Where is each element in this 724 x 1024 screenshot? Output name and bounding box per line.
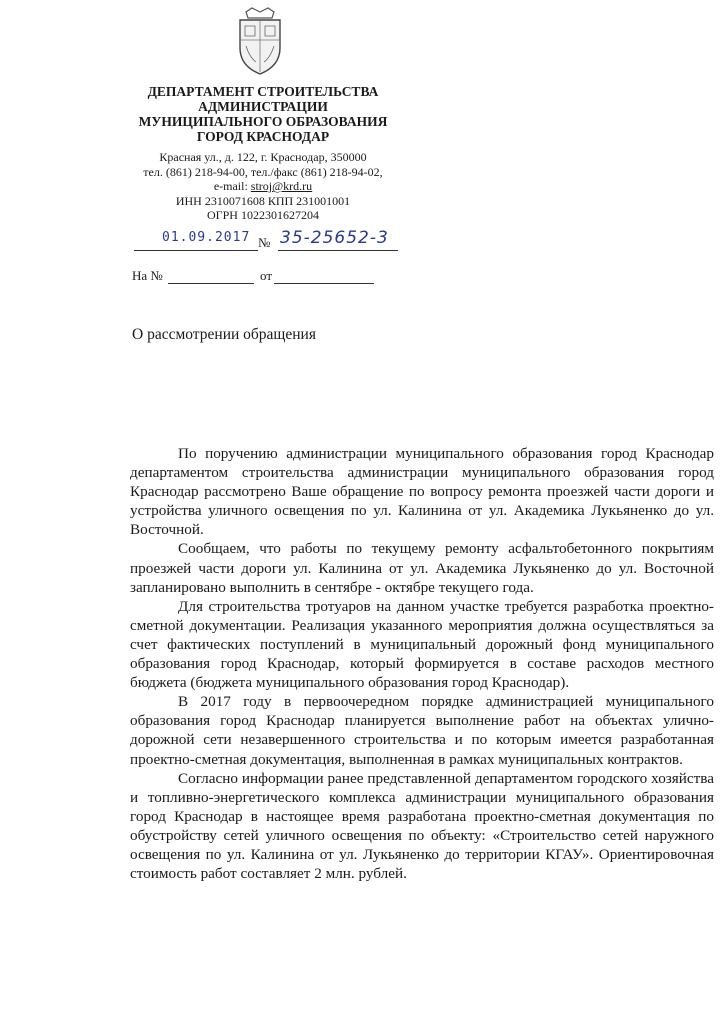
body-paragraph: Согласно информации ранее представленной департаментом городского хозяйства и топливно-энергетического комплекса администрации муниципального образования город Краснодар в настоящее время разработана проектно-сметная документация по обустройству сетей уличного освещения по объекту: «Строительство сетей наружного освещения по ул. Калинина от ул. Лукьяненко до территории КГАУ». Ориентировочная стоимость работ составляет 2 млн. рублей.	[130, 769, 714, 883]
registration-line	[132, 230, 422, 252]
number-underline	[278, 250, 398, 251]
reference-number-label: На №	[132, 268, 163, 283]
email-label: e-mail:	[213, 179, 251, 193]
number-label: №	[258, 235, 271, 250]
body-paragraph: Сообщаем, что работы по текущему ремонту асфальтобетонного покрытиям проезжей части дороги ул. Калинина от ул. Академика Лукьяненко до ул. Восточной запланировано выполнить в сентябре - октябре текущего года.	[130, 540, 714, 596]
registration-date: 01.09.2017	[162, 230, 251, 245]
email-link[interactable]: stroj@krd.ru	[250, 179, 313, 193]
department-line: ДЕПАРТАМЕНТ СТРОИТЕЛЬСТВА	[147, 84, 379, 99]
coat-of-arms-icon	[232, 6, 288, 78]
registration-number: 35-25652-3	[280, 228, 389, 248]
letter-body	[130, 444, 714, 883]
letter-subject: О рассмотрении обращения	[132, 326, 316, 343]
reference-number-blank	[168, 283, 254, 284]
phones: тел. (861) 218-94-00, тел./факс (861) 218-94-02,	[143, 164, 383, 179]
letterhead	[118, 84, 408, 223]
email-line	[118, 179, 408, 194]
reference-line	[132, 268, 392, 288]
body-paragraph: В 2017 году в первоочередном порядке администрацией муниципального образования город Краснодар планируется выполнение работ на объектах улично-дорожной сети незавершенного строительства и по которым имеется разработанная проектно-сметная документация, выполненная в рамках муниципальных контрактов.	[130, 693, 714, 768]
inn-kpp: ИНН 2310071608 КПП 231001001	[175, 193, 351, 208]
contact-block	[118, 150, 408, 223]
body-paragraph: По поручению администрации муниципального образования город Краснодар департаментом строительства администрации муниципального образования город Краснодар рассмотрено Ваше обращение по вопросу ремонта проезжей части дороги и устройства уличного освещения по ул. Калинина от ул. Академика Лукьяненко до ул. Восточной.	[130, 445, 714, 539]
department-name	[118, 84, 408, 144]
date-underline	[134, 250, 258, 251]
address: Красная ул., д. 122, г. Краснодар, 350000	[159, 150, 367, 164]
reference-date-blank	[274, 283, 374, 284]
department-line: МУНИЦИПАЛЬНОГО ОБРАЗОВАНИЯ	[138, 114, 388, 129]
department-line: АДМИНИСТРАЦИИ	[198, 99, 328, 114]
ogrn: ОГРН 1022301627204	[207, 208, 319, 222]
body-paragraph: Для строительства тротуаров на данном участке требуется разработка проектно-сметной документации. Реализация указанного мероприятия должна осуществляться за счет фактических поступлений в муниципальный дорожный фонд муниципального образования город Краснодар, который формируется в составе расходов местного бюджета (бюджета муниципального образования город Краснодар).	[130, 597, 714, 692]
reference-date-label: от	[260, 268, 273, 283]
department-line: ГОРОД КРАСНОДАР	[196, 129, 330, 144]
